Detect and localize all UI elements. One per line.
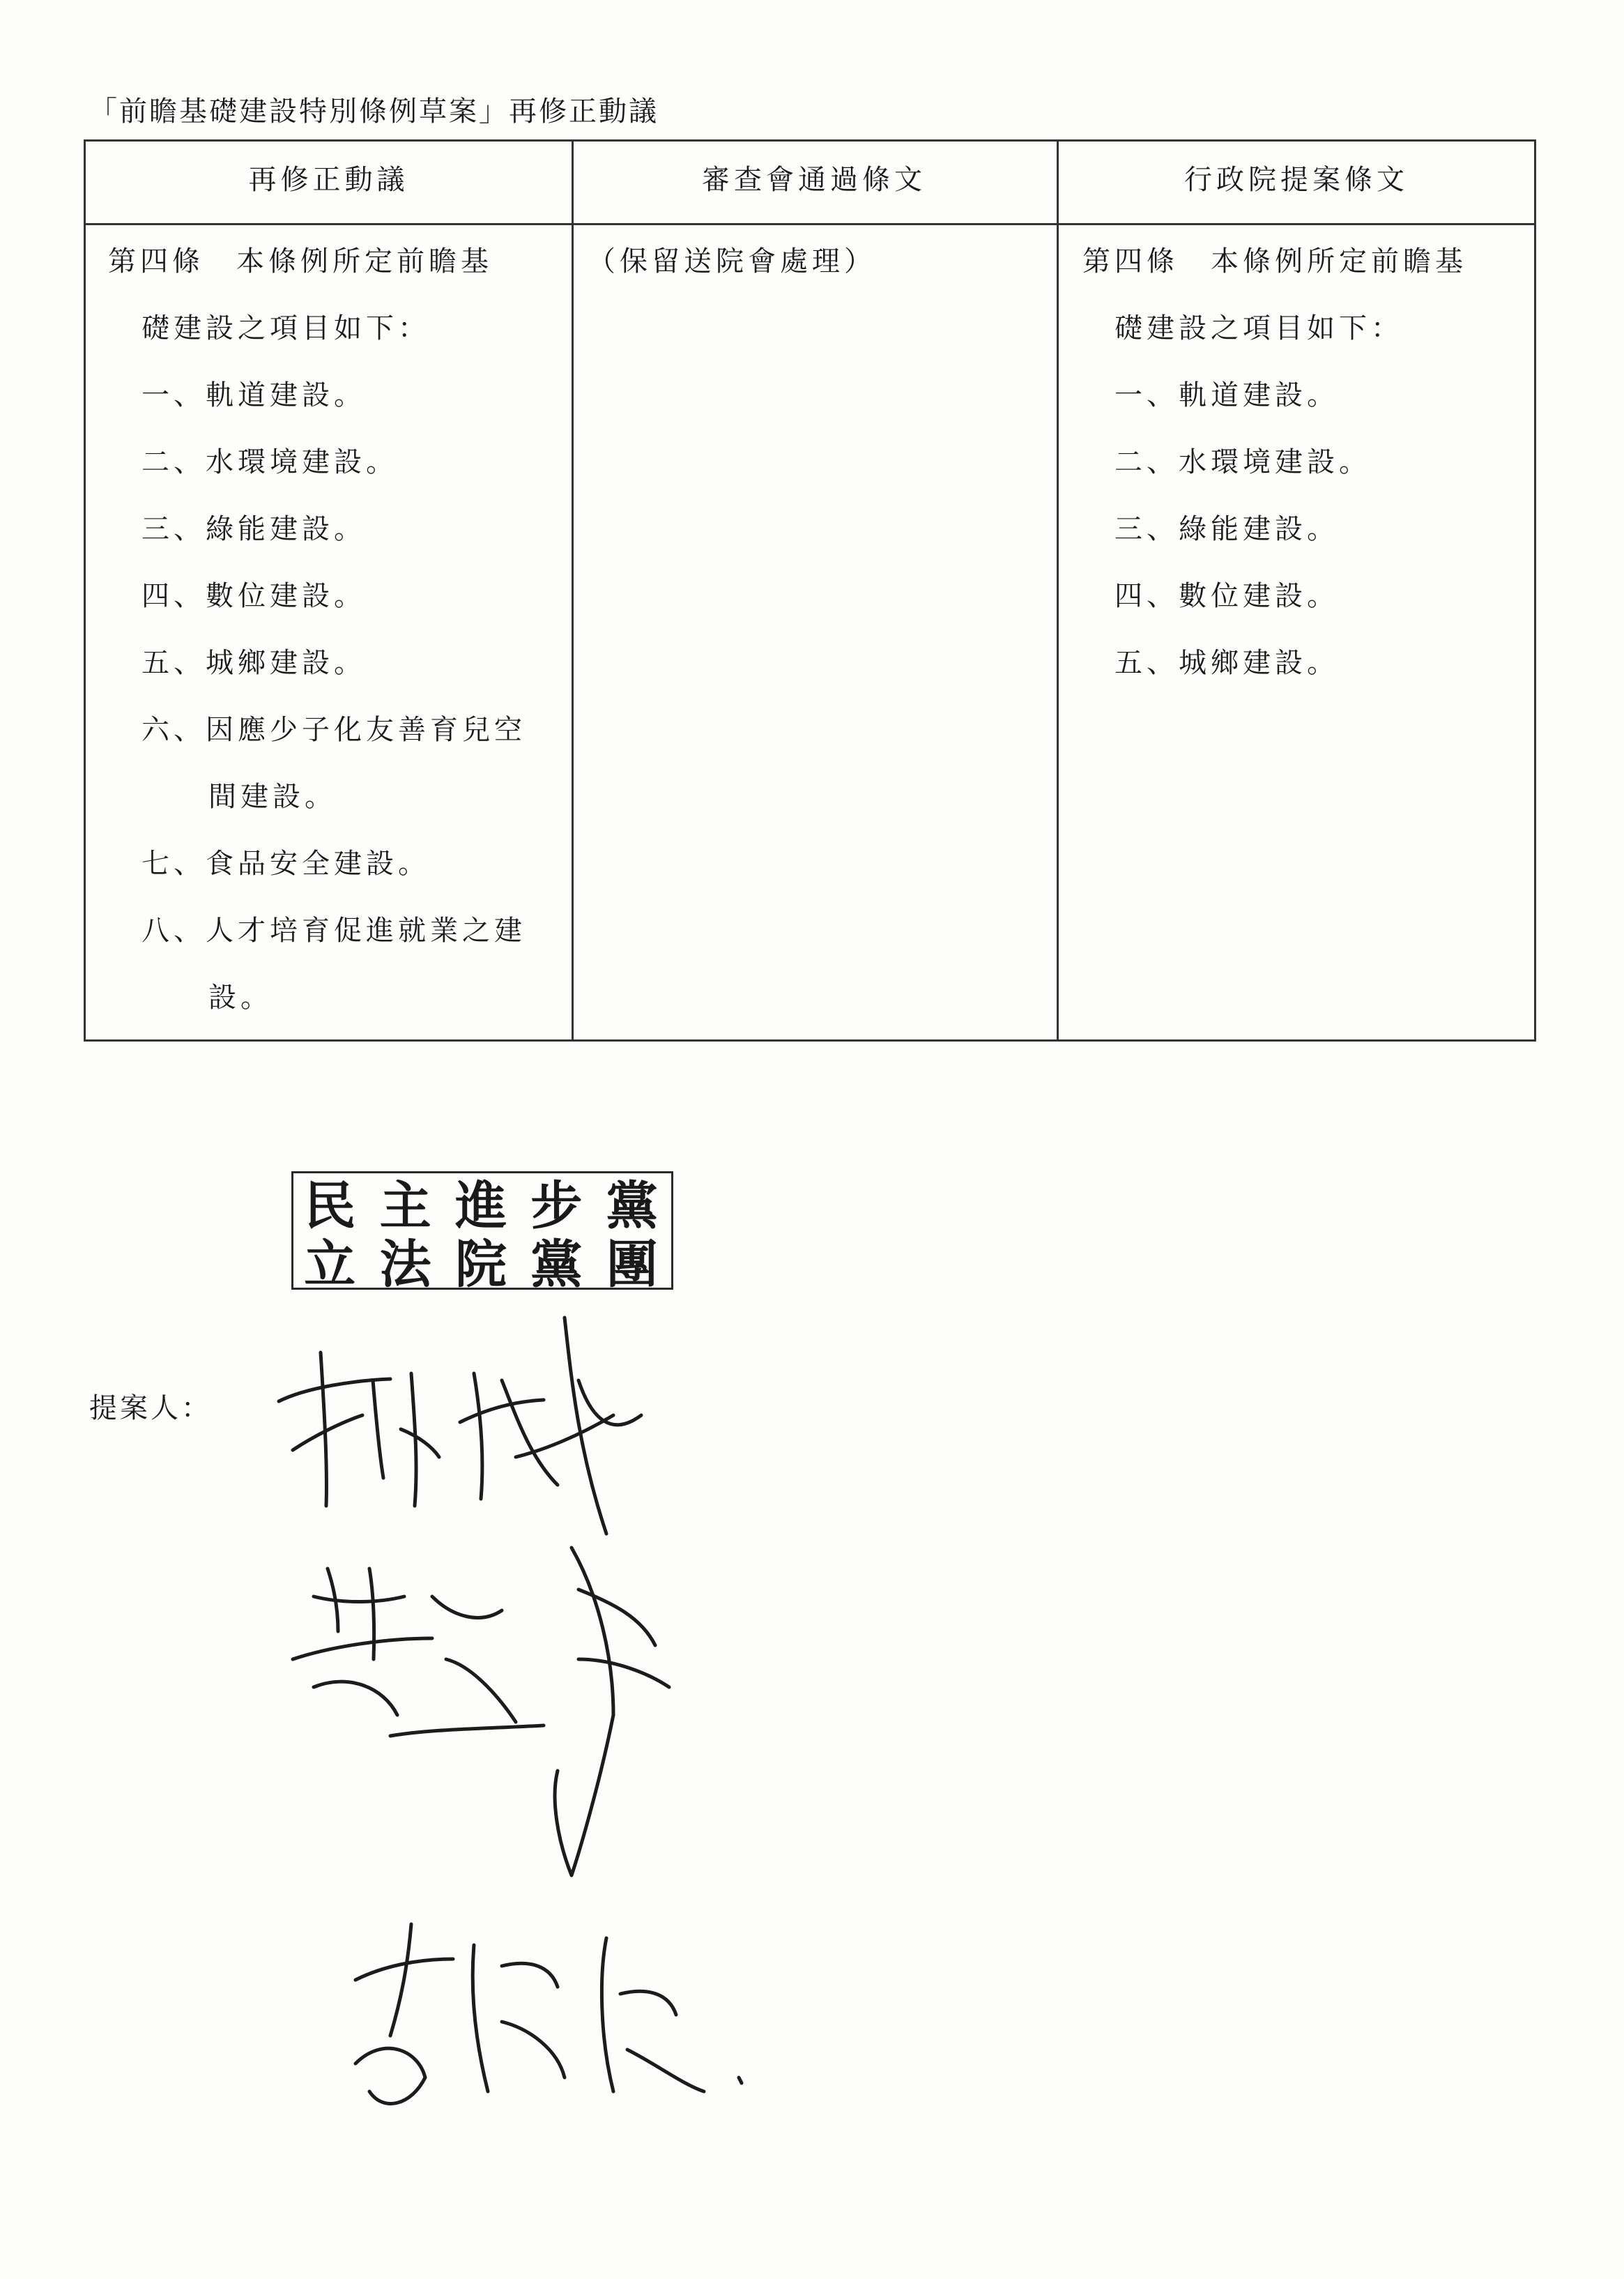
list-item: 六、因應少子化友善育兒空 <box>141 714 526 746</box>
amendment-table <box>84 139 1536 1042</box>
stamp-char: 法 <box>379 1235 434 1295</box>
stamp-char: 民 <box>304 1176 359 1236</box>
list-item: 二、水環境建設。 <box>141 446 398 478</box>
text-line: 礎建設之項目如下： <box>141 312 430 344</box>
list-item: 一、軌道建設。 <box>1114 379 1339 411</box>
header-amendment: 再修正動議 <box>248 164 409 196</box>
signature-3 <box>355 1924 742 2103</box>
proposer-label: 提案人： <box>89 1392 212 1424</box>
stamp-char: 步 <box>530 1176 585 1236</box>
stamp-char: 立 <box>304 1235 359 1295</box>
list-item-continuation: 設。 <box>208 982 273 1014</box>
list-item-continuation: 間建設。 <box>208 781 337 813</box>
list-item: 四、數位建設。 <box>1114 580 1339 612</box>
signature-1 <box>279 1318 641 1534</box>
signature-2 <box>293 1548 669 1875</box>
header-divider <box>86 223 1534 225</box>
list-item: 五、城鄉建設。 <box>1114 647 1339 679</box>
list-item: 七、食品安全建設。 <box>141 848 430 880</box>
list-item: 三、綠能建設。 <box>1114 513 1339 545</box>
column-divider <box>572 142 574 1039</box>
stamp-row <box>293 1232 671 1295</box>
stamp-char: 黨 <box>606 1176 661 1236</box>
article-heading: 第四條 本條例所定前瞻基 <box>108 245 493 277</box>
party-caucus-stamp <box>291 1171 673 1295</box>
stamp-char: 團 <box>606 1235 661 1295</box>
reserved-note: （保留送院會處理） <box>588 245 876 277</box>
article-heading: 第四條 本條例所定前瞻基 <box>1082 245 1467 277</box>
stamp-char: 進 <box>454 1176 510 1236</box>
text-line: 礎建設之項目如下： <box>1114 312 1403 344</box>
list-item: 四、數位建設。 <box>141 580 366 612</box>
stamp-row <box>293 1173 671 1236</box>
stamp-char: 主 <box>379 1176 434 1236</box>
handwritten-signatures <box>251 1297 781 2133</box>
header-executive: 行政院提案條文 <box>1184 164 1409 196</box>
list-item: 一、軌道建設。 <box>141 379 366 411</box>
stamp-char: 院 <box>454 1235 510 1295</box>
list-item: 二、水環境建設。 <box>1114 446 1371 478</box>
list-item: 八、人才培育促進就業之建 <box>141 915 526 947</box>
header-committee: 審查會通過條文 <box>702 164 926 196</box>
document-title: 「前瞻基礎建設特別條例草案」再修正動議 <box>89 96 659 128</box>
list-item: 三、綠能建設。 <box>141 513 366 545</box>
column-divider <box>1057 142 1059 1039</box>
stamp-char: 黨 <box>530 1235 585 1295</box>
list-item: 五、城鄉建設。 <box>141 647 366 679</box>
